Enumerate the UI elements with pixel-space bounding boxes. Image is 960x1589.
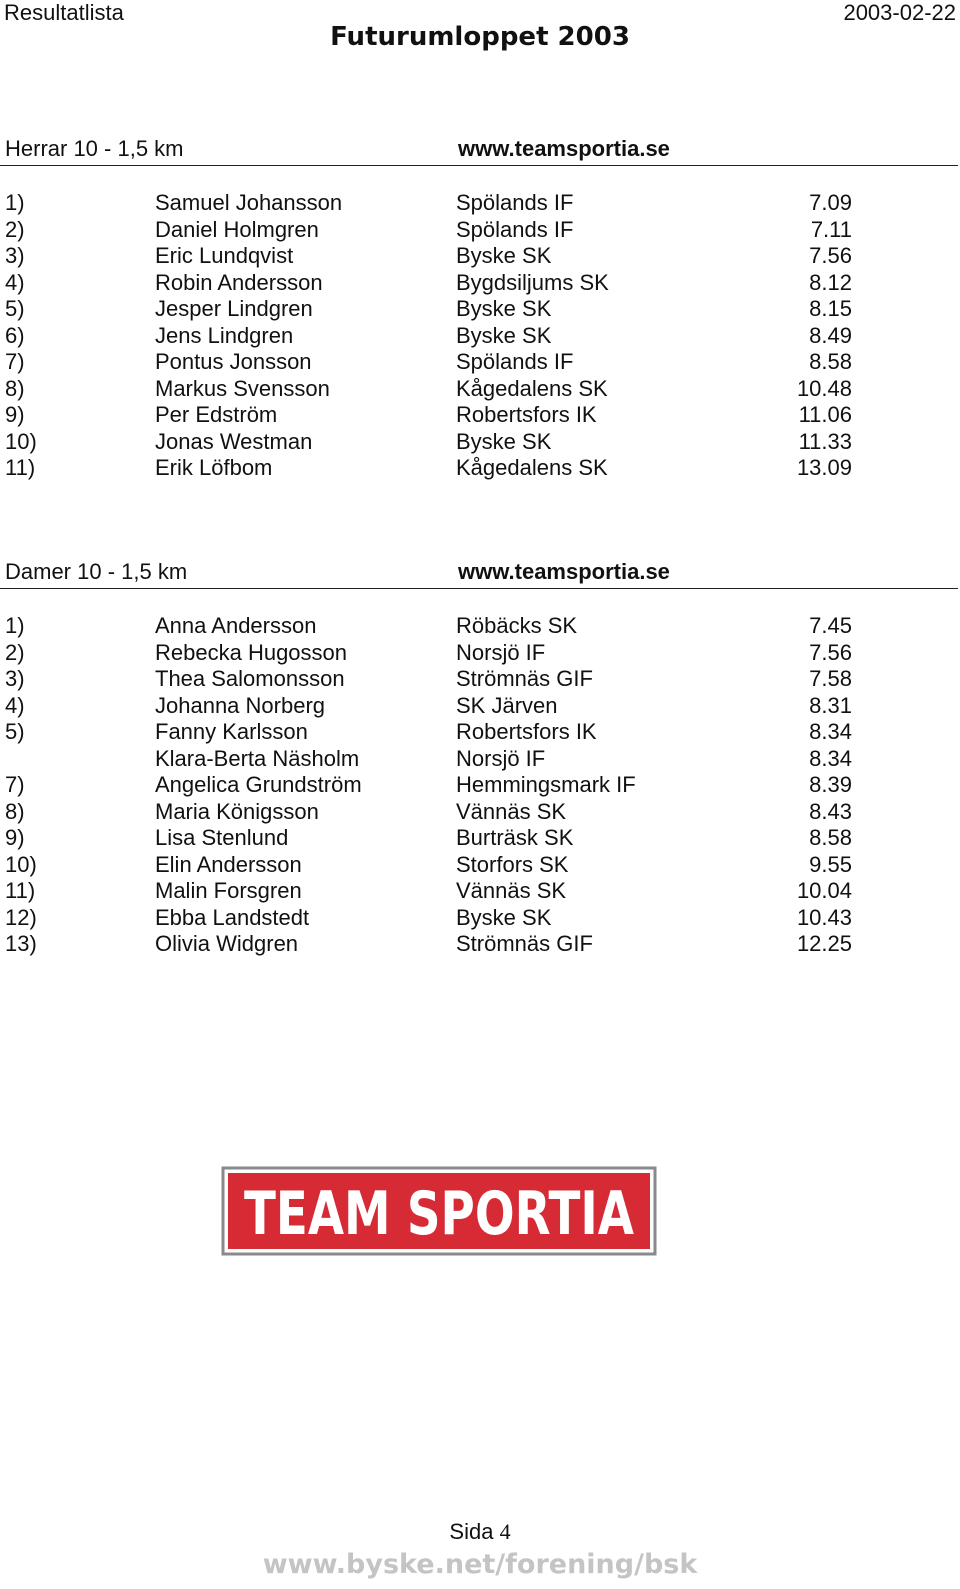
athlete-name: Olivia Widgren	[155, 931, 299, 956]
page-number: 4	[499, 1519, 511, 1544]
result-row	[0, 613, 960, 640]
result-time: 10.04	[796, 878, 852, 903]
result-time: 11.33	[798, 428, 852, 454]
result-time: 8.49	[809, 322, 852, 348]
result-row	[0, 270, 960, 297]
result-position: 8)	[5, 375, 25, 401]
result-time: 8.43	[809, 798, 852, 824]
page-label: Sida	[449, 1519, 494, 1544]
result-row	[0, 666, 960, 693]
result-position: 9)	[5, 825, 25, 850]
club-name: Spölands IF	[456, 190, 574, 215]
result-position: 1)	[5, 190, 25, 215]
sponsor-link[interactable]: www.teamsportia.se	[458, 559, 670, 584]
club-name: Kågedalens SK	[456, 375, 608, 401]
club-name: Byske SK	[456, 296, 552, 321]
result-time: 8.15	[809, 296, 852, 321]
result-time: 9.55	[809, 851, 852, 877]
club-name: Byske SK	[456, 904, 552, 930]
result-position: 2)	[5, 639, 25, 665]
club-name: Norsjö IF	[456, 745, 546, 771]
athlete-name: Jesper Lindgren	[155, 296, 313, 321]
athlete-name: Angelica Grundström	[155, 772, 362, 797]
result-time: 12.25	[796, 931, 852, 956]
result-position: 4)	[5, 269, 25, 295]
result-position: 2)	[5, 216, 25, 242]
club-name: Robertsfors IK	[456, 402, 597, 427]
athlete-name: Daniel Holmgren	[155, 216, 319, 242]
page-title: Futurumloppet 2003	[330, 22, 630, 52]
result-time: 8.34	[809, 745, 852, 771]
result-row	[0, 323, 960, 350]
result-row	[0, 296, 960, 323]
result-position: 6)	[5, 322, 25, 348]
result-position: 7)	[5, 772, 25, 797]
result-time: 13.09	[796, 455, 852, 480]
result-time: 8.12	[809, 269, 852, 295]
result-time: 7.56	[809, 639, 852, 665]
result-position: 9)	[5, 402, 25, 427]
athlete-name: Eric Lundqvist	[155, 243, 294, 268]
section-header	[0, 559, 960, 589]
athlete-name: Jonas Westman	[155, 428, 313, 454]
athlete-name: Per Edström	[155, 402, 278, 427]
athlete-name: Maria Königsson	[155, 798, 319, 824]
result-row	[0, 852, 960, 879]
club-name: Bygdsiljums SK	[456, 269, 609, 295]
athlete-name: Anna Andersson	[155, 613, 317, 638]
club-name: Norsjö IF	[456, 639, 546, 665]
club-name: Byske SK	[456, 322, 552, 348]
result-row	[0, 746, 960, 773]
club-name: Strömnäs GIF	[456, 666, 593, 691]
athlete-name: Fanny Karlsson	[155, 719, 308, 744]
result-row	[0, 825, 960, 852]
result-time: 7.11	[810, 216, 852, 242]
result-position: 10)	[5, 851, 37, 877]
result-row	[0, 693, 960, 720]
result-time: 8.34	[809, 719, 852, 744]
result-position: 7)	[5, 349, 25, 374]
result-position: 12)	[5, 904, 37, 930]
result-row	[0, 217, 960, 244]
result-row	[0, 455, 960, 482]
results-list	[0, 190, 960, 482]
club-name: Röbäcks SK	[456, 613, 578, 638]
result-position: 3)	[5, 243, 25, 268]
section-divider	[0, 165, 958, 166]
club-name: Spölands IF	[456, 216, 574, 242]
club-name: Robertsfors IK	[456, 719, 597, 744]
section-header	[0, 136, 960, 166]
footer-website-link[interactable]: www.byske.net/forening/bsk	[262, 1549, 698, 1580]
result-position: 8)	[5, 798, 25, 824]
club-name: Storfors SK	[456, 851, 569, 877]
result-position: 11)	[5, 878, 36, 903]
result-position: 4)	[5, 692, 25, 718]
athlete-name: Markus Svensson	[155, 375, 330, 401]
results-section-herrar	[0, 136, 960, 482]
athlete-name: Rebecka Hugosson	[155, 639, 348, 665]
result-row	[0, 429, 960, 456]
section-title: Herrar 10 - 1,5 km	[5, 136, 184, 161]
club-name: Byske SK	[456, 243, 552, 268]
club-name: Vännäs SK	[456, 878, 567, 903]
club-name: Strömnäs GIF	[456, 931, 593, 956]
result-row	[0, 719, 960, 746]
athlete-name: Johanna Norberg	[155, 692, 326, 718]
result-position: 13)	[5, 931, 37, 956]
page-indicator	[0, 1519, 960, 1545]
result-time: 10.48	[796, 375, 852, 401]
athlete-name: Thea Salomonsson	[155, 666, 345, 691]
result-row	[0, 640, 960, 667]
result-row	[0, 402, 960, 429]
section-title: Damer 10 - 1,5 km	[5, 559, 188, 584]
athlete-name: Lisa Stenlund	[155, 825, 289, 850]
club-name: Byske SK	[456, 428, 552, 454]
athlete-name: Robin Andersson	[155, 269, 323, 295]
athlete-name: Klara-Berta Näsholm	[155, 745, 360, 771]
result-row	[0, 905, 960, 932]
result-row	[0, 349, 960, 376]
club-name: Burträsk SK	[456, 825, 574, 850]
document-type-label: Resultatlista	[4, 0, 124, 25]
result-time: 7.58	[809, 666, 852, 691]
result-position: 11)	[5, 455, 36, 480]
athlete-name: Malin Forsgren	[155, 878, 302, 903]
club-name: Kågedalens SK	[456, 455, 608, 480]
result-row	[0, 376, 960, 403]
result-time: 8.39	[809, 772, 852, 797]
result-time: 7.09	[809, 190, 852, 215]
result-time: 7.56	[809, 243, 852, 268]
result-position: 10)	[5, 428, 37, 454]
athlete-name: Elin Andersson	[155, 851, 302, 877]
club-name: Vännäs SK	[456, 798, 567, 824]
club-name: SK Järven	[456, 692, 558, 718]
athlete-name: Pontus Jonsson	[155, 349, 312, 374]
result-row	[0, 243, 960, 270]
result-time: 11.06	[798, 402, 852, 427]
result-row	[0, 772, 960, 799]
athlete-name: Jens Lindgren	[155, 322, 294, 348]
result-time: 8.58	[809, 825, 852, 850]
result-time: 10.43	[796, 904, 852, 930]
result-row	[0, 799, 960, 826]
results-section-damer	[0, 559, 960, 958]
athlete-name: Samuel Johansson	[155, 190, 343, 215]
logo-wordmark: TEAM SPORTIA	[244, 1179, 635, 1249]
team-sportia-logo	[223, 1168, 655, 1254]
club-name: Spölands IF	[456, 349, 574, 374]
section-divider	[0, 588, 958, 589]
result-row	[0, 878, 960, 905]
result-time: 8.31	[809, 692, 852, 718]
results-list	[0, 613, 960, 958]
event-date: 2003-02-22	[843, 0, 956, 25]
result-position: 5)	[5, 296, 25, 321]
result-position: 5)	[5, 719, 25, 744]
club-name: Hemmingsmark IF	[456, 772, 636, 797]
result-position: 3)	[5, 666, 25, 691]
result-row	[0, 190, 960, 217]
athlete-name: Erik Löfbom	[155, 455, 273, 480]
result-time: 7.45	[809, 613, 852, 638]
result-row	[0, 931, 960, 958]
sponsor-link[interactable]: www.teamsportia.se	[458, 136, 670, 161]
result-position: 1)	[5, 613, 25, 638]
athlete-name: Ebba Landstedt	[155, 904, 310, 930]
result-time: 8.58	[809, 349, 852, 374]
